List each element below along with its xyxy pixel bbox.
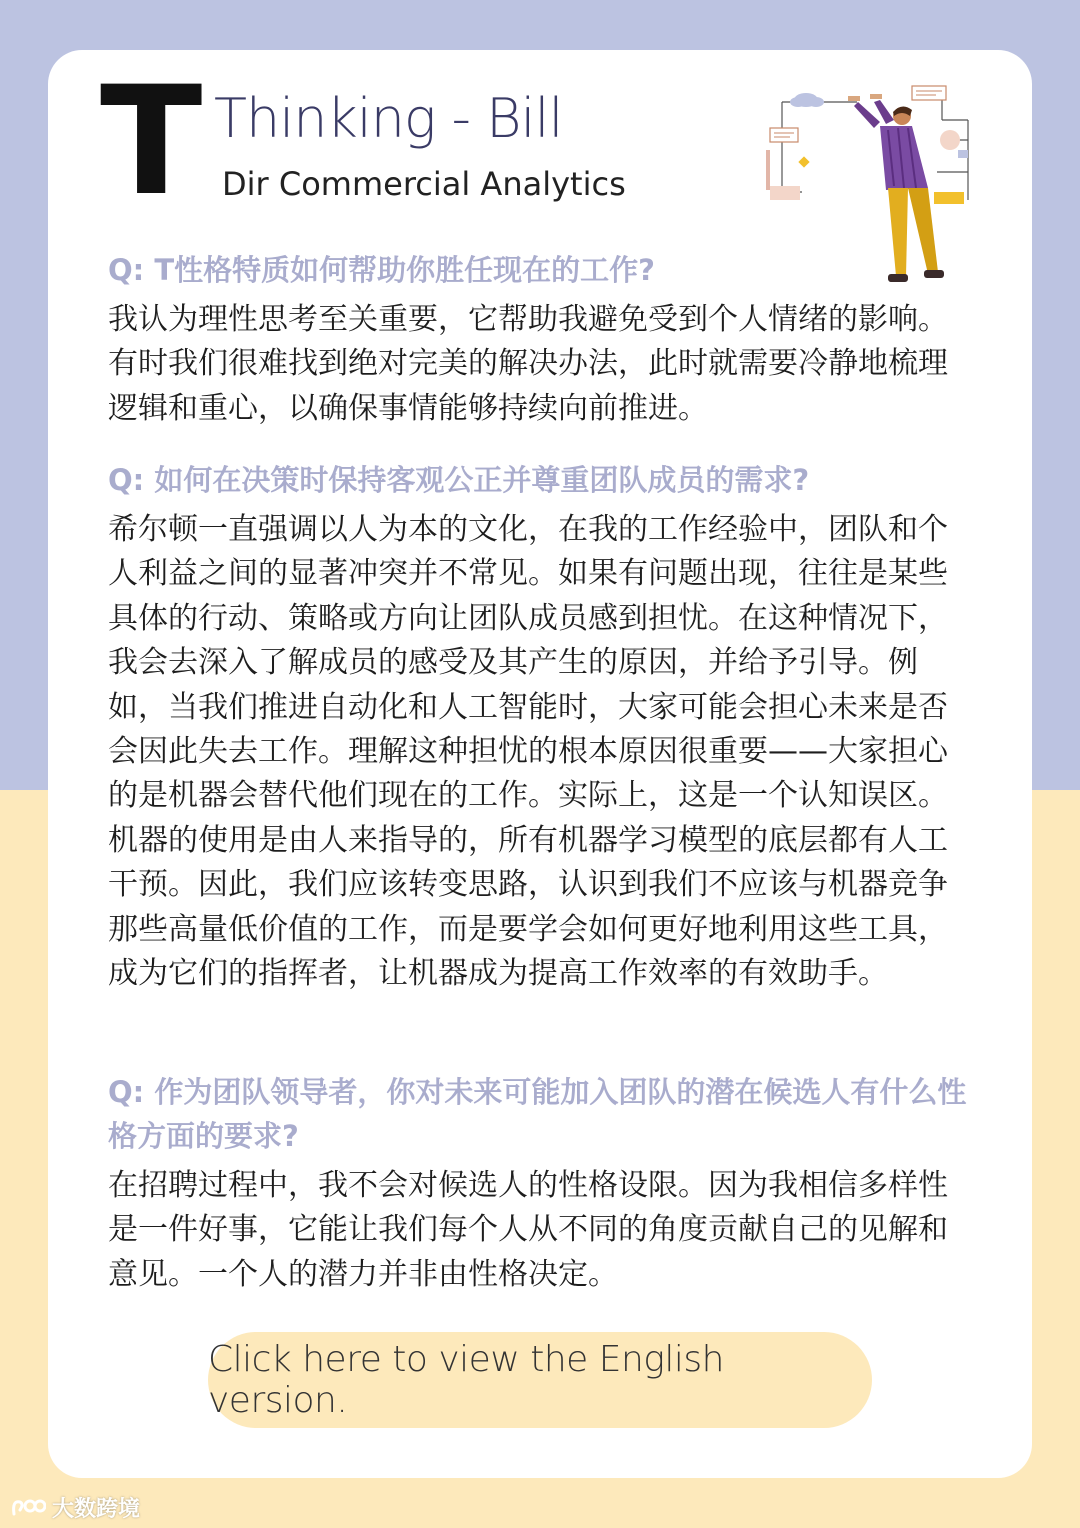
english-version-button[interactable]: Click here to view the English version. — [208, 1332, 872, 1428]
answer-text: 希尔顿一直强调以人为本的文化，在我的工作经验中，团队和个人利益之间的显著冲突并不常见。如果有问题出现，往往是某些具体的行动、策略或方向让团队成员感到担忧。在这种情况下，我会去深入了解成员的感受及其产生的原因，并给予引导。例如，当我们推进自动化和人工智能时，大家可能会担心未来是否会因此失去工作。理解这种担忧的根本原因很重要——大家担心的是机器会替代他们现在的工作。实际上，这是一个认知误区。机器的使用是由人来指导的，所有机器学习模型的底层都有人工干预。因此，我们应该转变思路，认识到我们不应该与机器竞争那些高量低价值的工作，而是要学会如何更好地利用这些工具，成为它们的指挥者，让机器成为提高工作效率的有效助手。 — [108, 512, 948, 992]
question-text: Q: 如何在决策时保持客观公正并尊重团队成员的需求? — [108, 463, 810, 497]
qa-item — [108, 458, 974, 996]
question-text: Q: T性格特质如何帮助你胜任现在的工作? — [108, 253, 655, 287]
question-text: Q: 作为团队领导者，你对未来可能加入团队的潜在候选人有什么性格方面的要求? — [108, 1075, 967, 1153]
answer-text: 我认为理性思考至关重要，它帮助我避免受到个人情绪的影响。有时我们很难找到绝对完美的解决办法，此时就需要冷静地梳理逻辑和重心，以确保事情能够持续向前推进。 — [108, 302, 948, 426]
watermark — [10, 1492, 140, 1522]
watermark-text: 大数跨境 — [52, 1496, 141, 1522]
cloud-icon — [790, 93, 824, 107]
dashuju-logo-icon — [10, 1496, 46, 1518]
person-name-title: Thinking - Bill — [214, 87, 563, 150]
qa-item — [108, 248, 974, 431]
personality-letter: T — [100, 55, 203, 229]
qa-item — [108, 1070, 974, 1297]
answer-text: 在招聘过程中，我不会对候选人的性格设限。因为我相信多样性是一件好事，它能让我们每个人从不同的角度贡献自己的见解和意见。一个人的潜力并非由性格决定。 — [108, 1168, 948, 1292]
person-role: Dir Commercial Analytics — [222, 165, 626, 203]
